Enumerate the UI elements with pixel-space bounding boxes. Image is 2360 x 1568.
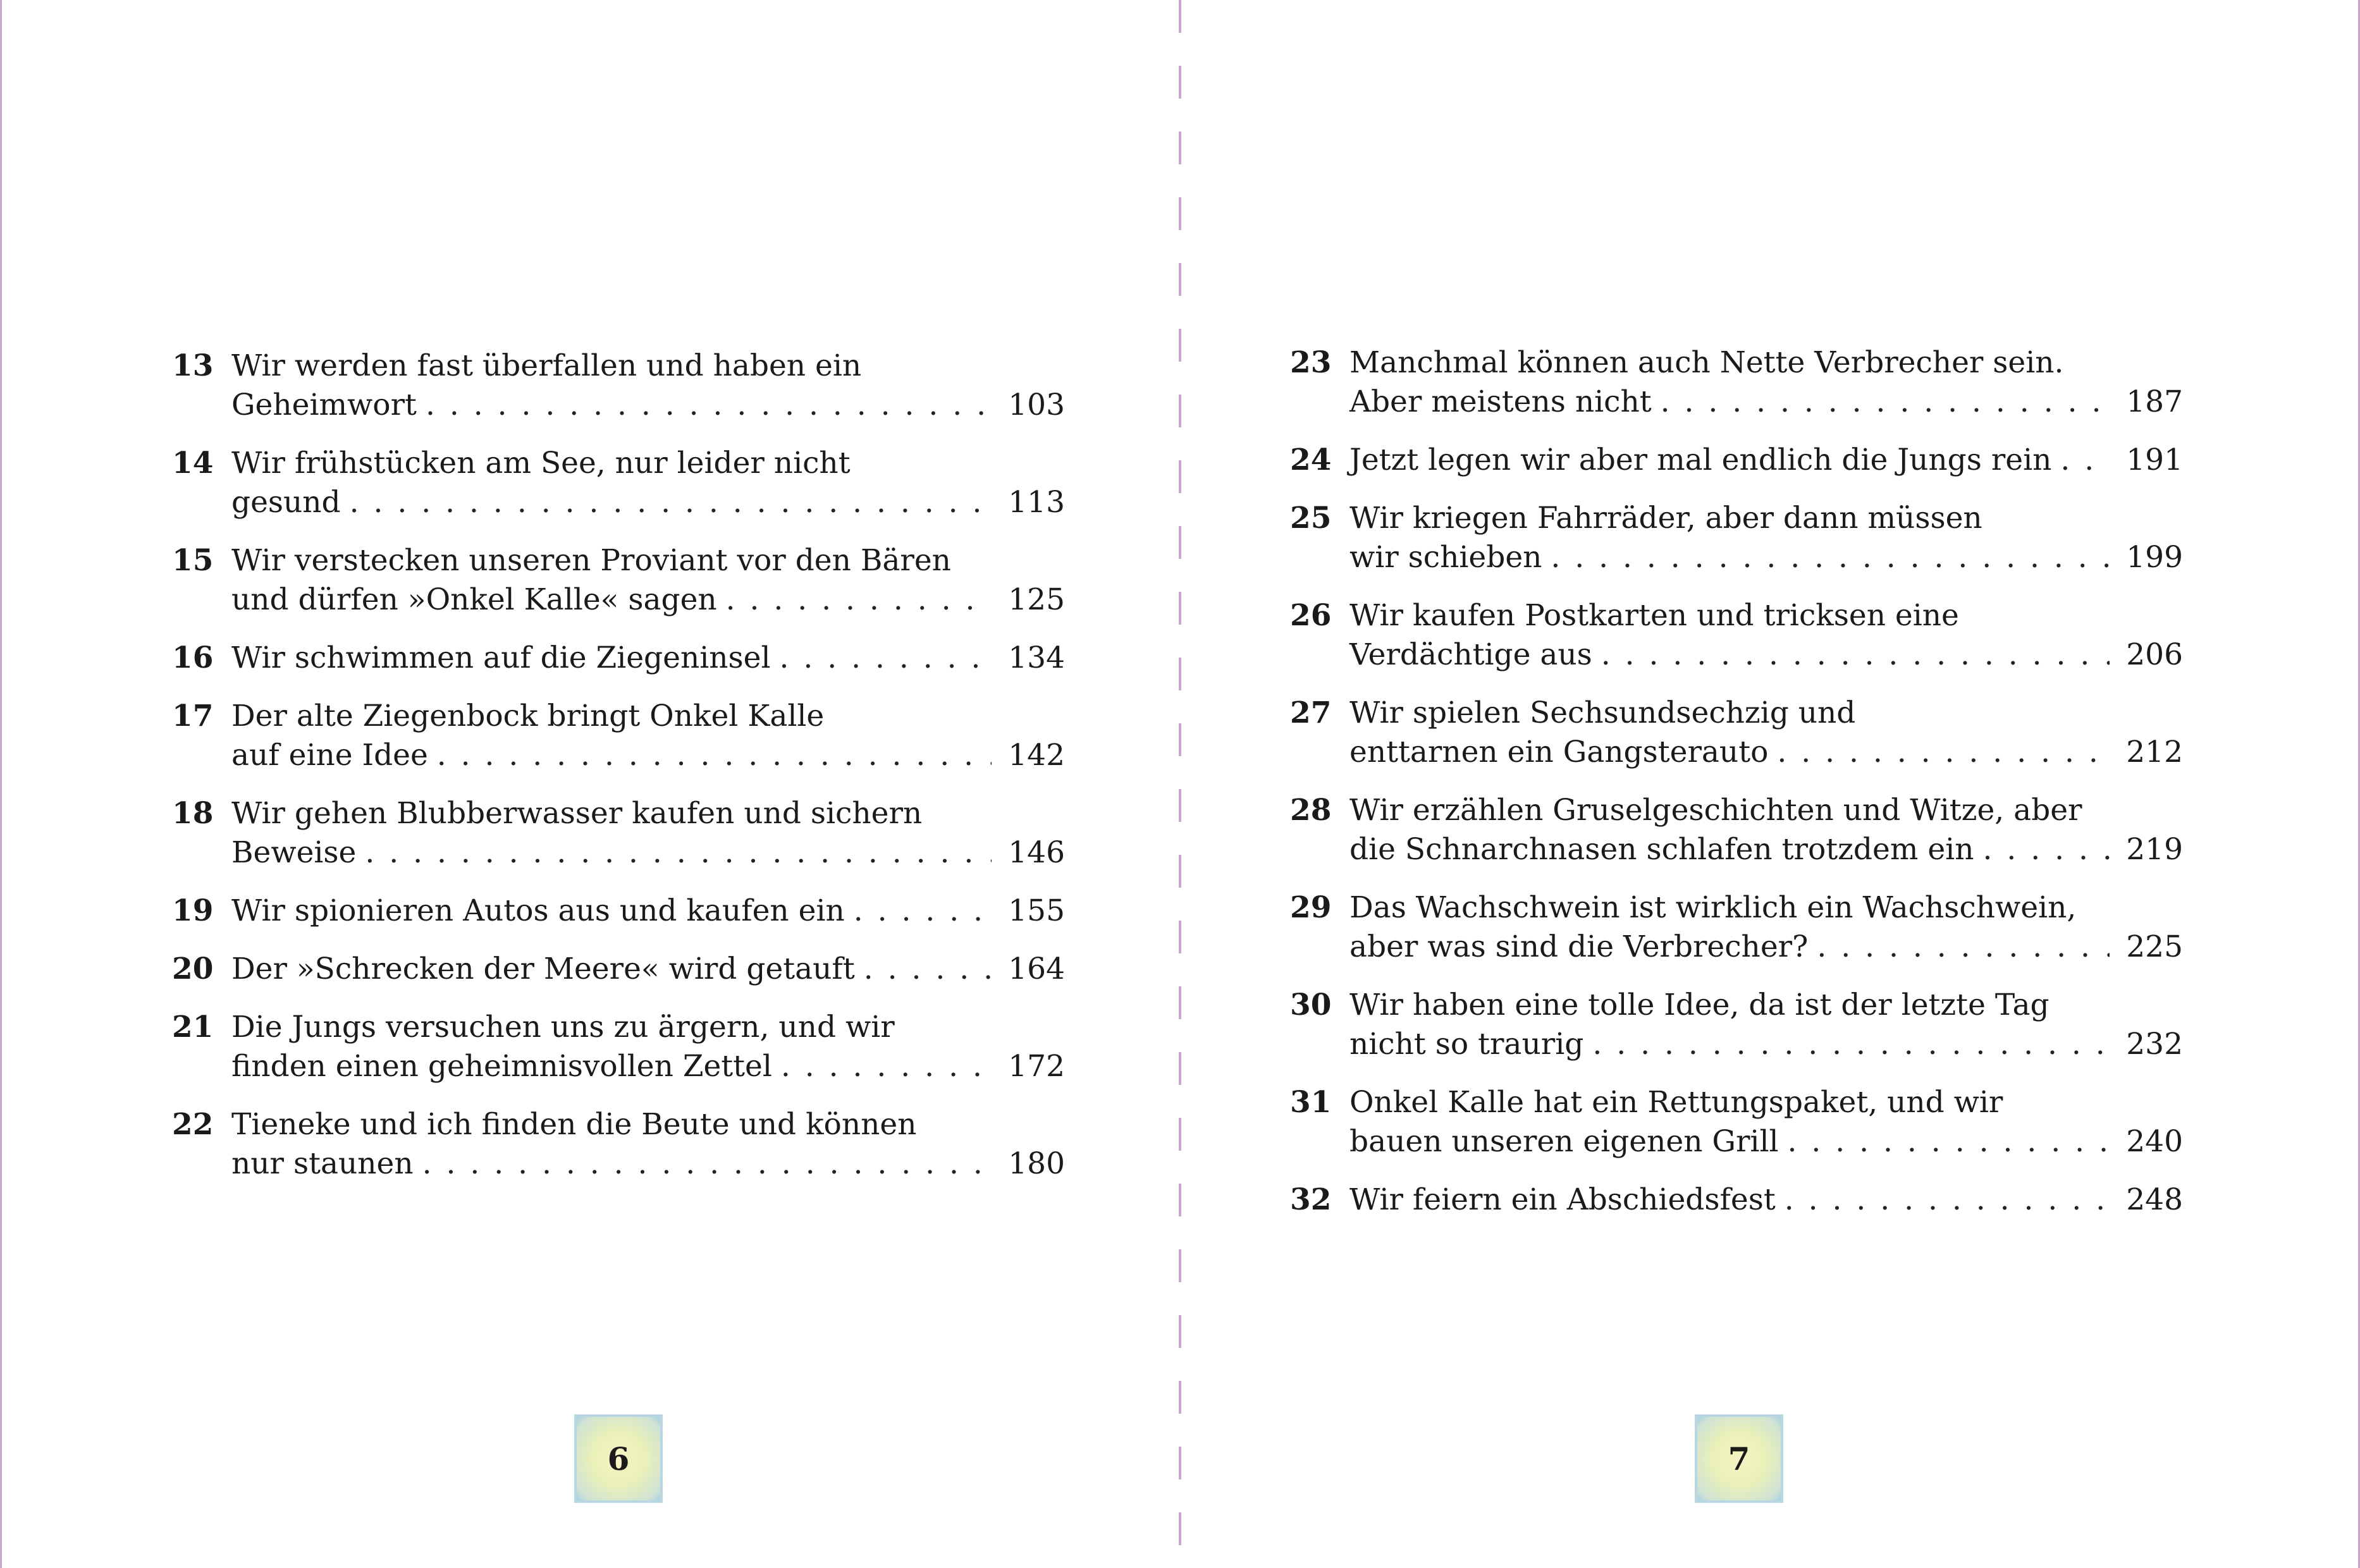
dot-leader bbox=[864, 950, 992, 989]
chapter-title-line: Wir schwimmen auf die Ziegeninsel bbox=[231, 640, 771, 675]
chapter-title-final-line bbox=[231, 950, 1065, 989]
chapter-title-line: Wir kriegen Fahrräder, aber dann müssen bbox=[1349, 501, 1982, 536]
chapter-title-line: Wir werden fast überfallen und haben ein bbox=[231, 348, 862, 383]
chapter-number: 32 bbox=[1290, 1182, 1332, 1217]
chapter-title-final-line bbox=[1349, 383, 2183, 422]
toc-entry bbox=[172, 794, 1065, 873]
chapter-title-final-line bbox=[1349, 441, 2183, 480]
chapter-title-final-line bbox=[1349, 928, 2183, 967]
chapter-number: 31 bbox=[1290, 1085, 1332, 1120]
page-reference: 191 bbox=[2126, 443, 2183, 477]
chapter-title-line: Wir frühstücken am See, nur leider nicht bbox=[231, 446, 851, 481]
chapter-title-final-line bbox=[1349, 733, 2183, 772]
page-reference: 113 bbox=[1008, 485, 1065, 520]
dot-leader bbox=[1817, 928, 2110, 967]
page-reference: 180 bbox=[1008, 1146, 1065, 1181]
chapter-title-line: bauen unseren eigenen Grill bbox=[1349, 1124, 1779, 1159]
toc-entry bbox=[172, 697, 1065, 775]
page-reference: 172 bbox=[1008, 1049, 1065, 1084]
page-reference: 142 bbox=[1008, 738, 1065, 773]
chapter-number: 23 bbox=[1290, 345, 1332, 380]
page-reference: 240 bbox=[2126, 1124, 2183, 1159]
chapter-title-line: Wir spionieren Autos aus und kaufen ein bbox=[231, 893, 845, 928]
chapter-title-line: Wir haben eine tolle Idee, da ist der letzte Tag bbox=[1349, 988, 2050, 1022]
dot-leader bbox=[854, 891, 992, 931]
chapter-number: 17 bbox=[172, 699, 214, 733]
chapter-number: 19 bbox=[172, 893, 214, 928]
chapter-title-line: Onkel Kalle hat ein Rettungspaket, und wir bbox=[1349, 1085, 2003, 1120]
dot-leader bbox=[426, 386, 992, 425]
toc-entry bbox=[172, 950, 1065, 989]
toc-entry bbox=[1290, 791, 2183, 869]
page-reference: 199 bbox=[2126, 540, 2183, 575]
chapter-title-line: Wir erzählen Gruselgeschichten und Witze, aber bbox=[1349, 793, 2082, 828]
chapter-number: 27 bbox=[1290, 695, 1332, 730]
chapter-title-final-line bbox=[231, 1047, 1065, 1086]
chapter-title-line: nicht so traurig bbox=[1349, 1027, 1584, 1062]
chapter-number: 16 bbox=[172, 640, 214, 675]
chapter-title-final-line bbox=[231, 639, 1065, 678]
dot-leader bbox=[780, 639, 992, 678]
chapter-number: 26 bbox=[1290, 598, 1332, 633]
toc-entry bbox=[1290, 1083, 2183, 1161]
dot-leader bbox=[1785, 1180, 2110, 1220]
dot-leader bbox=[1777, 733, 2110, 772]
chapter-number: 30 bbox=[1290, 988, 1332, 1022]
chapter-number: 29 bbox=[1290, 890, 1332, 925]
right-page bbox=[1181, 0, 2360, 1568]
toc-entry bbox=[1290, 888, 2183, 967]
chapter-title-line: und dürfen »Onkel Kalle« sagen bbox=[231, 582, 717, 617]
dot-leader bbox=[781, 1047, 992, 1086]
chapter-title-line: Wir spielen Sechsundsechzig und bbox=[1349, 695, 1856, 730]
dot-leader bbox=[350, 483, 992, 522]
page-number-badge: 7 bbox=[1695, 1414, 1783, 1503]
chapter-title-line: Wir gehen Blubberwasser kaufen und sichern bbox=[231, 796, 923, 831]
chapter-title-final-line bbox=[231, 833, 1065, 873]
toc-entry bbox=[172, 1105, 1065, 1184]
page-reference: 187 bbox=[2126, 384, 2183, 419]
page-reference: 225 bbox=[2126, 929, 2183, 964]
chapter-number: 18 bbox=[172, 796, 214, 831]
toc-entry bbox=[1290, 441, 2183, 480]
chapter-title-line: Jetzt legen wir aber mal endlich die Jungs rein bbox=[1349, 443, 2052, 477]
left-page bbox=[0, 0, 1179, 1568]
dot-leader bbox=[1601, 635, 2110, 675]
chapter-title-line: wir schieben bbox=[1349, 540, 1542, 575]
page-reference: 125 bbox=[1008, 582, 1065, 617]
chapter-title-line: aber was sind die Verbrecher? bbox=[1349, 929, 1809, 964]
chapter-title-line: Aber meistens nicht bbox=[1349, 384, 1652, 419]
page-reference: 103 bbox=[1008, 388, 1065, 422]
chapter-title-line: die Schnarchnasen schlafen trotzdem ein bbox=[1349, 832, 1974, 867]
chapter-title-final-line bbox=[1349, 830, 2183, 869]
chapter-number: 28 bbox=[1290, 793, 1332, 828]
dot-leader bbox=[1661, 383, 2110, 422]
page-reference: 219 bbox=[2126, 832, 2183, 867]
chapter-title-line: Verdächtige aus bbox=[1349, 637, 1592, 672]
toc-entry bbox=[1290, 499, 2183, 577]
toc-entry bbox=[1290, 986, 2183, 1064]
chapter-number: 20 bbox=[172, 952, 214, 986]
page-reference: 146 bbox=[1008, 835, 1065, 870]
chapter-title-line: gesund bbox=[231, 485, 341, 520]
dot-leader bbox=[1788, 1122, 2110, 1161]
toc-entry bbox=[1290, 343, 2183, 422]
toc-entry bbox=[172, 1008, 1065, 1086]
chapter-number: 14 bbox=[172, 446, 214, 481]
dot-leader bbox=[437, 736, 992, 775]
chapter-title-line: Das Wachschwein ist wirklich ein Wachschwein, bbox=[1349, 890, 2077, 925]
chapter-title-line: Tieneke und ich finden die Beute und können bbox=[231, 1107, 917, 1142]
chapter-title-line: Wir feiern ein Abschiedsfest bbox=[1349, 1182, 1776, 1217]
chapter-number: 13 bbox=[172, 348, 214, 383]
dot-leader bbox=[1551, 538, 2110, 577]
dot-leader bbox=[422, 1144, 992, 1184]
chapter-title-final-line bbox=[231, 483, 1065, 522]
table-of-contents bbox=[172, 346, 1065, 1203]
chapter-number: 15 bbox=[172, 543, 214, 578]
page-reference: 212 bbox=[2126, 735, 2183, 769]
page-number-badge: 6 bbox=[574, 1414, 663, 1503]
page-reference: 248 bbox=[2126, 1182, 2183, 1217]
chapter-title-final-line bbox=[231, 891, 1065, 931]
chapter-title-line: auf eine Idee bbox=[231, 738, 428, 773]
chapter-number: 21 bbox=[172, 1010, 214, 1044]
dot-leader bbox=[1592, 1025, 2110, 1064]
chapter-number: 24 bbox=[1290, 443, 1332, 477]
chapter-title-line: Manchmal können auch Nette Verbrecher sein. bbox=[1349, 345, 2064, 380]
toc-entry bbox=[172, 444, 1065, 522]
toc-entry bbox=[172, 639, 1065, 678]
chapter-title-final-line bbox=[1349, 1122, 2183, 1161]
chapter-title-final-line bbox=[1349, 1180, 2183, 1220]
chapter-title-line: Die Jungs versuchen uns zu ärgern, und wir bbox=[231, 1010, 895, 1044]
dot-leader bbox=[2060, 441, 2110, 480]
toc-entry bbox=[172, 891, 1065, 931]
chapter-number: 22 bbox=[172, 1107, 214, 1142]
page-reference: 134 bbox=[1008, 640, 1065, 675]
toc-entry bbox=[172, 346, 1065, 425]
chapter-title-line: Geheimwort bbox=[231, 388, 417, 422]
page-reference: 206 bbox=[2126, 637, 2183, 672]
chapter-title-final-line bbox=[1349, 635, 2183, 675]
chapter-title-final-line bbox=[231, 386, 1065, 425]
chapter-title-line: nur staunen bbox=[231, 1146, 414, 1181]
chapter-title-line: finden einen geheimnisvollen Zettel bbox=[231, 1049, 772, 1084]
dot-leader bbox=[1982, 830, 2110, 869]
chapter-title-final-line bbox=[231, 736, 1065, 775]
toc-entry bbox=[172, 541, 1065, 620]
chapter-title-final-line bbox=[1349, 1025, 2183, 1064]
page-reference: 155 bbox=[1008, 893, 1065, 928]
toc-entry bbox=[1290, 1180, 2183, 1220]
table-of-contents bbox=[1290, 343, 2183, 1239]
chapter-title-line: Wir kaufen Postkarten und tricksen eine bbox=[1349, 598, 1959, 633]
chapter-title-line: Der alte Ziegenbock bringt Onkel Kalle bbox=[231, 699, 825, 733]
page-reference: 164 bbox=[1008, 952, 1065, 986]
toc-entry bbox=[1290, 694, 2183, 772]
chapter-title-line: Der »Schrecken der Meere« wird getauft bbox=[231, 952, 855, 986]
chapter-number: 25 bbox=[1290, 501, 1332, 536]
toc-entry bbox=[1290, 596, 2183, 675]
chapter-title-line: Beweise bbox=[231, 835, 357, 870]
chapter-title-final-line bbox=[231, 580, 1065, 620]
chapter-title-line: Wir verstecken unseren Proviant vor den Bären bbox=[231, 543, 951, 578]
chapter-title-final-line bbox=[231, 1144, 1065, 1184]
dot-leader bbox=[365, 833, 992, 873]
page-reference: 232 bbox=[2126, 1027, 2183, 1062]
chapter-title-line: enttarnen ein Gangsterauto bbox=[1349, 735, 1769, 769]
chapter-title-final-line bbox=[1349, 538, 2183, 577]
dot-leader bbox=[726, 580, 992, 620]
